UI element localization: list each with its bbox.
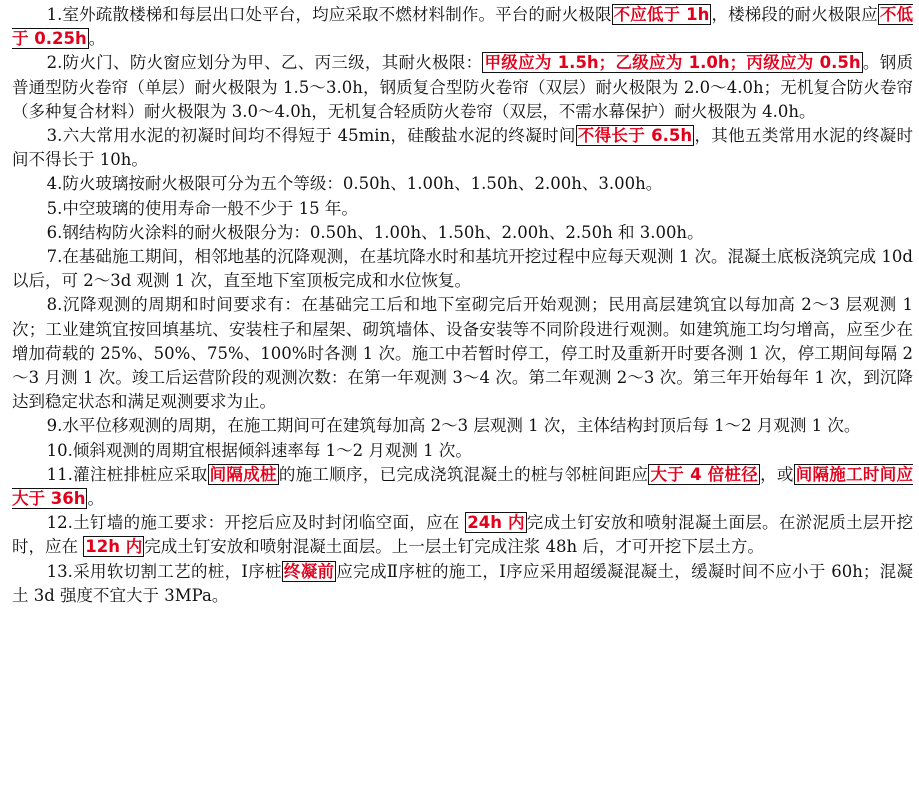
paragraph-text: 5.中空玻璃的使用寿命一般不少于 15 年。: [46, 198, 358, 218]
paragraph-text: 12.土钉墙的施工要求：开挖后应及时封闭临空面，应在: [46, 513, 466, 533]
paragraph-text: 7.在基础施工期间，相邻地基的沉降观测，在基坑降水时和基坑开挖过程中应每天观测 1 次。混凝土底板浇筑完成 10d 以后，可 2～3d 观测 1 次，直至地下室顶板完成和水位恢复。: [12, 247, 913, 291]
paragraph-text: ，或: [760, 464, 794, 484]
paragraph-1: [12, 3, 913, 51]
paragraph-text: 2.防火门、防火窗应划分为甲、乙、丙三级，其耐火极限：: [46, 53, 483, 73]
highlighted-text: 终凝前: [283, 561, 335, 581]
paragraph-3: [12, 124, 913, 172]
highlighted-text: 不应低于 1h: [613, 5, 710, 24]
highlighted-text: 24h 内: [467, 513, 525, 533]
paragraph-6: [12, 221, 913, 245]
paragraph-text: ，其他五类常用水泥的终凝时间不得长于 10h。: [12, 126, 913, 170]
paragraph-text: 。钢质普通型防火卷帘（单层）耐火极限为 1.5～3.0h，钢质复合型防火卷帘（双层）耐火极限为 2.0～4.0h；无机复合防火卷帘（多种复合材料）耐火极限为 3.0～4.0h，无机复合轻质防火卷帘（双层，不需水幕保护）耐火极限为 4.0h。: [12, 53, 914, 121]
paragraph-text: ，楼梯段的耐火极限应: [711, 5, 878, 24]
paragraph-5: [12, 197, 913, 221]
paragraph-2: [12, 51, 913, 124]
paragraph-10: [12, 439, 913, 463]
paragraph-text: 11.灌注桩排桩应采取: [46, 464, 208, 484]
paragraph-11: [12, 463, 913, 511]
paragraph-text: 完成土钉安放和喷射混凝土面层。上一层土钉完成注浆 48h 后，才可开挖下层土方。: [144, 537, 764, 557]
highlighted-text: 12h 内: [85, 537, 143, 557]
paragraph-text: 应完成Ⅱ序桩的施工，Ⅰ序应采用超缓凝混凝土，缓凝时间不应小于 60h；混凝土 3d 强度不宜大于 3MPa。: [12, 561, 913, 605]
paragraph-12: [12, 511, 913, 559]
paragraph-text: 。: [88, 29, 106, 49]
paragraph-text: 完成土钉安放和喷射混凝土面层。在淤泥质土层开挖时，应在: [12, 513, 913, 557]
paragraph-text: 13.采用软切割工艺的桩，Ⅰ序桩: [46, 561, 282, 581]
highlighted-text: 不低于 0.25h: [12, 5, 913, 49]
highlighted-text: 间隔施工时间应大于 36h: [12, 464, 914, 509]
paragraph-text: 8.沉降观测的周期和时间要求有：在基础完工后和地下室砌完后开始观测；民用高层建筑宜以每加高 2～3 层观测 1 次；工业建筑宜按回填基坑、安装柱子和屋架、砌筑墙体、设备安装等不同阶段进行观测。如建筑施工均匀增高，应至少在增加荷载的 25%、50%、75%、100%时各测 1 次。施工中若暂时停工，停工时及重新开时要各测 1 次，停工期间每隔 2～3 月测 1 次。竣工后运营阶段的观测次数：在第一年观测 3～4 次。第二年观测 2～3 次。第三年开始每年 1 次，到沉降达到稳定状态和满足观测要求为止。: [12, 295, 913, 412]
highlighted-text: 间隔成桩: [209, 464, 277, 484]
highlighted-text: 甲级应为 1.5h；乙级应为 1.0h；丙级应为 0.5h: [484, 53, 861, 73]
paragraph-4: [12, 172, 913, 196]
paragraph-text: 9.水平位移观测的周期，在施工期间可在建筑每加高 2～3 层观测 1 次，主体结构封顶后每 1～2 月观测 1 次。: [46, 416, 861, 436]
paragraph-13: [12, 560, 913, 608]
paragraph-8: [12, 293, 913, 414]
paragraph-text: 6.钢结构防火涂料的耐火极限分为：0.50h、1.00h、1.50h、2.00h、2.50h 和 3.00h。: [46, 222, 704, 242]
paragraph-text: 。: [87, 489, 104, 509]
highlighted-text: 大于 4 倍桩径: [650, 464, 759, 484]
paragraph-text: 10.倾斜观测的周期宜根据倾斜速率每 1～2 月观测 1 次。: [46, 440, 472, 460]
paragraph-9: [12, 414, 913, 438]
paragraph-text: 3.六大常用水泥的初凝时间均不得短于 45min，硅酸盐水泥的终凝时间: [46, 126, 576, 146]
paragraph-7: [12, 245, 913, 293]
highlighted-text: 不得长于 6.5h: [577, 126, 693, 146]
paragraph-text: 4.防火玻璃按耐火极限可分为五个等级：0.50h、1.00h、1.50h、2.00h、3.00h。: [46, 174, 663, 194]
paragraph-text: 的施工顺序，已完成浇筑混凝土的桩与邻桩间距应: [278, 464, 649, 484]
paragraph-text: 1.室外疏散楼梯和每层出口处平台，均应采取不燃材料制作。平台的耐火极限: [46, 5, 612, 24]
